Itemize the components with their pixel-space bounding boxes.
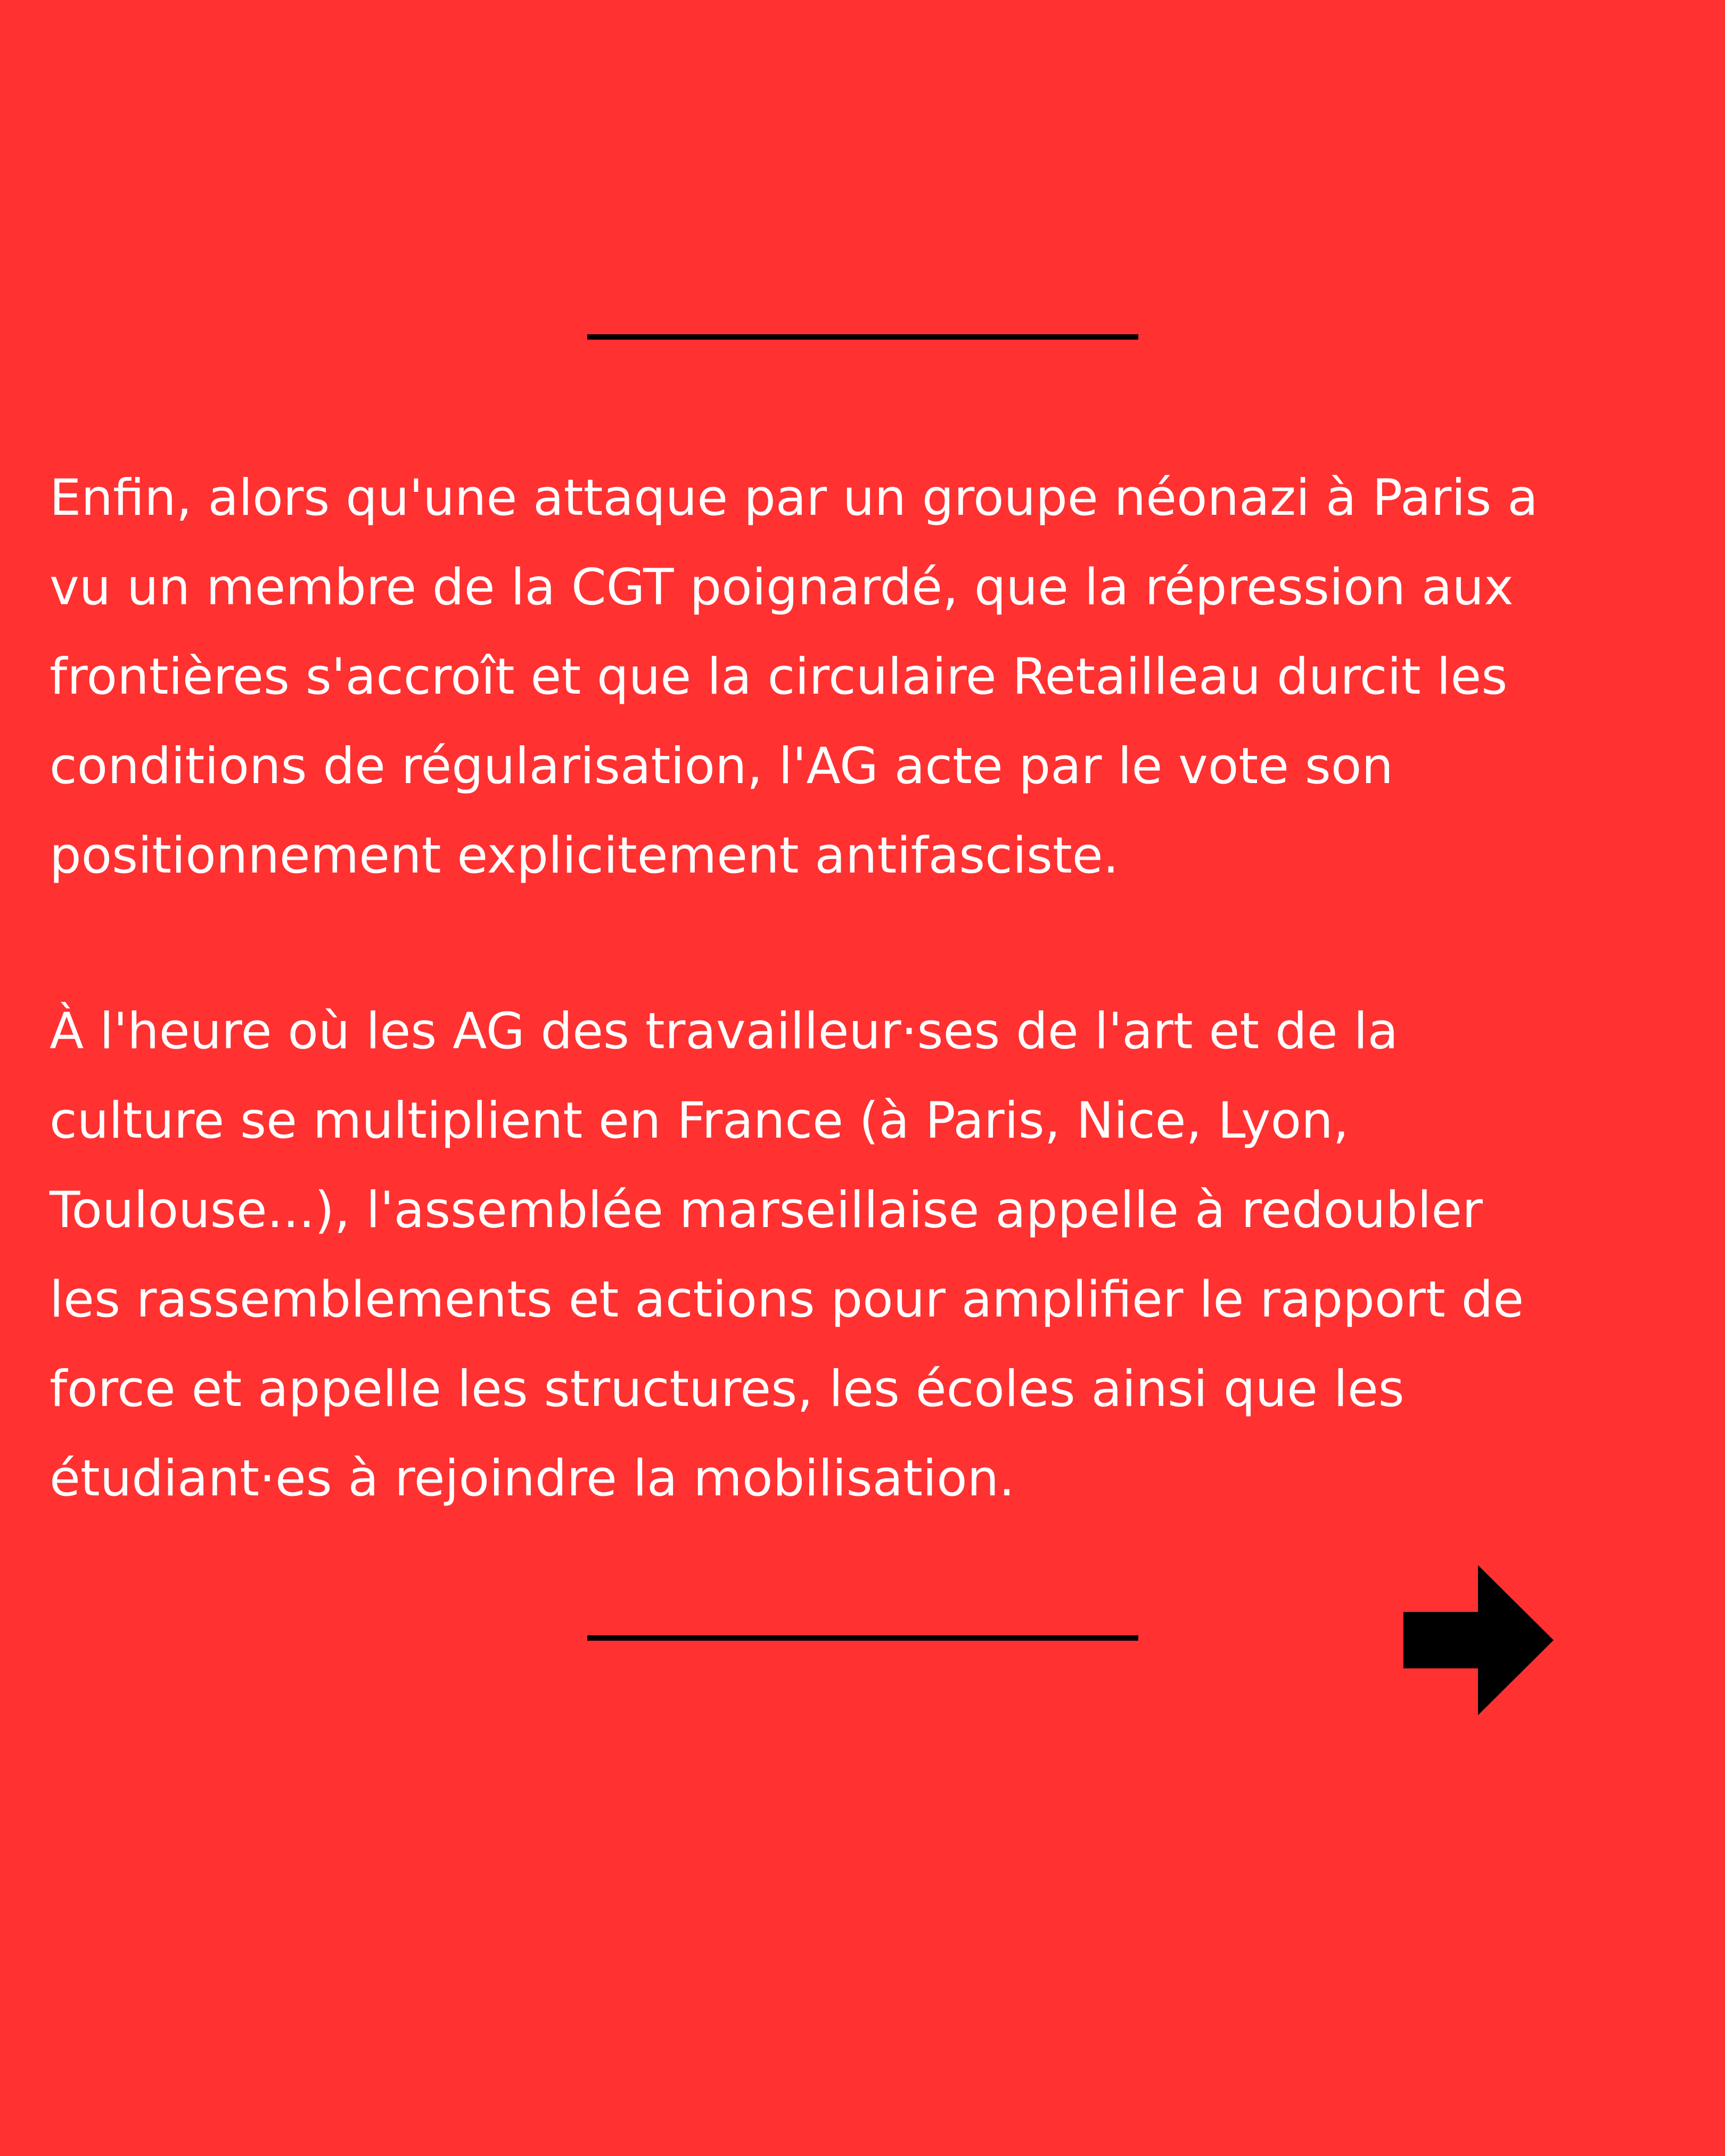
bottom-divider: [587, 1635, 1138, 1641]
paragraph-mobilisation-call: [50, 987, 1695, 1524]
paragraph-line: force et appelle les structures, les écoles ainsi que les: [50, 1360, 1404, 1418]
paragraph-line: les rassemblements et actions pour amplifier le rapport de: [50, 1271, 1524, 1329]
paragraph-line: frontières s'accroît et que la circulaire Retailleau durcit les: [50, 648, 1508, 706]
paragraph-line: étudiant·es à rejoindre la mobilisation.: [50, 1450, 1015, 1508]
arrow-right-icon-graphic: [1403, 1565, 1554, 1715]
arrow-right-icon[interactable]: [1403, 1565, 1554, 1715]
paragraph-line: conditions de régularisation, l'AG acte par le vote son: [50, 737, 1393, 795]
paragraph-antifascist-position: [50, 454, 1695, 901]
top-divider: [587, 334, 1138, 340]
paragraph-line: culture se multiplient en France (à Paris, Nice, Lyon,: [50, 1092, 1349, 1150]
paragraph-line: Toulouse...), l'assemblée marseillaise appelle à redoubler: [50, 1181, 1483, 1239]
paragraph-line: Enfin, alors qu'une attaque par un groupe néonazi à Paris a: [50, 469, 1538, 527]
paragraph-line: À l'heure où les AG des travailleur·ses de l'art et de la: [50, 1002, 1399, 1060]
arrow-right-icon-shape: [1403, 1565, 1554, 1715]
paragraph-line: positionnement explicitement antifasciste.: [50, 827, 1119, 885]
paragraph-line: vu un membre de la CGT poignardé, que la répression aux: [50, 558, 1514, 616]
